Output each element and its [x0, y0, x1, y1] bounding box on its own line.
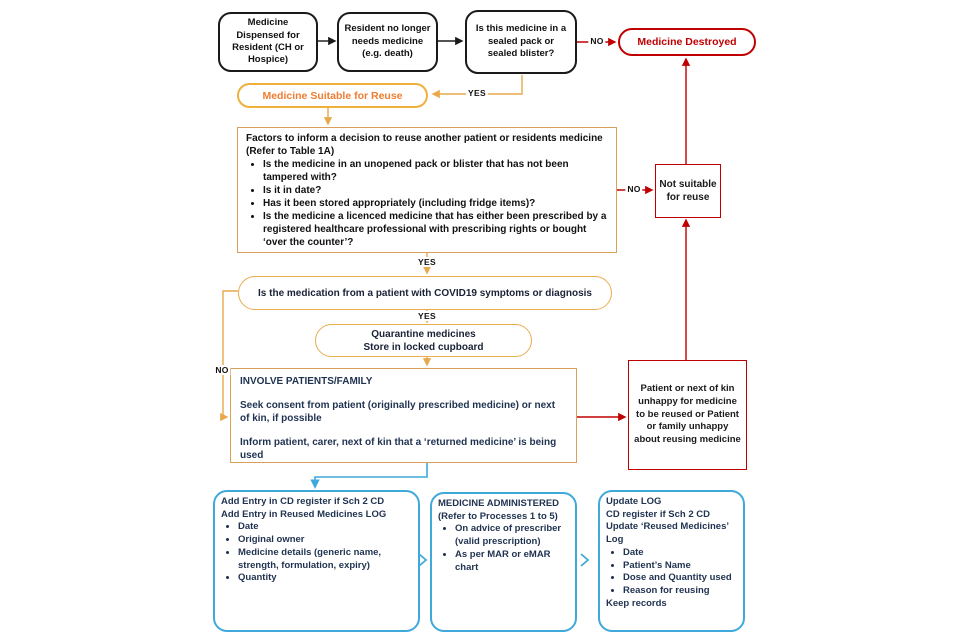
involve-paragraph: Inform patient, carer, next of kin that a ‘returned medicine’ is being used [240, 437, 557, 461]
cd-register-bullet: • Original owner [238, 534, 412, 547]
update-log-line: Update ‘Reused Medicines’ Log [606, 521, 729, 546]
node-involve-patients-family [230, 368, 577, 463]
cd-register-bullet-list [221, 521, 412, 585]
node-text: Resident no longer needs medicine (e.g. death) [344, 23, 431, 60]
edge-label-no-factors: NO [627, 184, 641, 194]
node-text: Medicine Dispensed for Resident (CH or Hospice) [232, 17, 304, 66]
node-text: Is this medicine in a sealed pack or sealed blister? [475, 23, 567, 60]
factors-bullet: • Is the medicine in an unopened pack or blister that has not been tampered with? [263, 158, 608, 184]
node-cd-register-entry [213, 490, 420, 632]
cd-register-bullet: • Quantity [238, 572, 412, 585]
edge-label-yes-sealed: YES [468, 88, 486, 98]
update-log-bullet: • Patient’s Name [623, 560, 737, 573]
node-text-line1: Quarantine medicines [371, 328, 476, 340]
node-text: Medicine Suitable for Reuse [262, 89, 403, 102]
update-log-bullet: • Date [623, 547, 737, 560]
involve-paragraph: Seek consent from patient (originally prescribed medicine) or next of kin, if possible [240, 400, 556, 424]
administered-bullet: • On advice of prescriber (valid prescription) [455, 523, 569, 548]
node-not-suitable-for-reuse [655, 164, 721, 218]
factors-bullet-list [246, 158, 608, 249]
update-log-footer: Keep records [606, 597, 667, 609]
node-text: Not suitable for reuse [659, 179, 717, 203]
cd-register-bullet: • Medicine details (generic name, strength, formulation, expiry) [238, 547, 412, 572]
node-medicine-suitable-for-reuse [237, 83, 428, 108]
node-patient-unhappy [628, 360, 747, 470]
update-log-line: CD register if Sch 2 CD [606, 508, 710, 520]
administered-bullet: • As per MAR or eMAR chart [455, 549, 569, 574]
node-medicine-administered [430, 492, 577, 632]
factors-bullet: • Has it been stored appropriately (including fridge items)? [263, 197, 608, 210]
node-text-line2: Store in locked cupboard [363, 341, 484, 353]
node-text: Medicine Destroyed [637, 36, 737, 48]
cd-register-line: Add Entry in Reused Medicines LOG [221, 508, 387, 520]
involve-heading: INVOLVE PATIENTS/FAMILY [240, 376, 373, 387]
node-update-log [598, 490, 745, 632]
node-resident-no-longer-needs [337, 12, 438, 72]
update-log-bullet: • Dose and Quantity used [623, 572, 737, 585]
node-factors-panel [237, 127, 617, 253]
factors-bullet: • Is the medicine a licenced medicine that has either been prescribed by a registered healthcare professional with prescribing rights or bought ‘over the counter’? [263, 210, 608, 249]
node-quarantine-medicines [315, 324, 532, 357]
factors-bullet: • Is it in date? [263, 184, 608, 197]
edge-label-yes-covid: YES [418, 311, 436, 321]
node-text: Patient or next of kin unhappy for medicine to be reused or Patient or family unhappy about reusing medicine [634, 382, 741, 446]
node-sealed-pack-question [465, 10, 577, 74]
administered-bullet-list [438, 523, 569, 574]
edge-label-no-sealed: NO [590, 36, 604, 46]
node-covid-question [238, 276, 612, 310]
cd-register-bullet: • Date [238, 521, 412, 534]
edge-label-no-covid: NO [215, 365, 229, 375]
node-medicine-destroyed [618, 28, 756, 56]
cd-register-line: Add Entry in CD register if Sch 2 CD [221, 496, 385, 507]
factors-intro: Factors to inform a decision to reuse another patient or residents medicine (Refer to Table 1A) [246, 133, 603, 157]
administered-line: MEDICINE ADMINISTERED [438, 498, 560, 509]
administered-line: (Refer to Processes 1 to 5) [438, 510, 558, 522]
update-log-line: Update LOG [606, 496, 662, 507]
update-log-bullet: • Reason for reusing [623, 585, 737, 598]
node-medicine-dispensed [218, 12, 318, 72]
node-text: Is the medication from a patient with COVID19 symptoms or diagnosis [258, 287, 592, 299]
edge-label-yes-factors: YES [418, 257, 436, 267]
update-log-bullet-list [606, 547, 737, 598]
